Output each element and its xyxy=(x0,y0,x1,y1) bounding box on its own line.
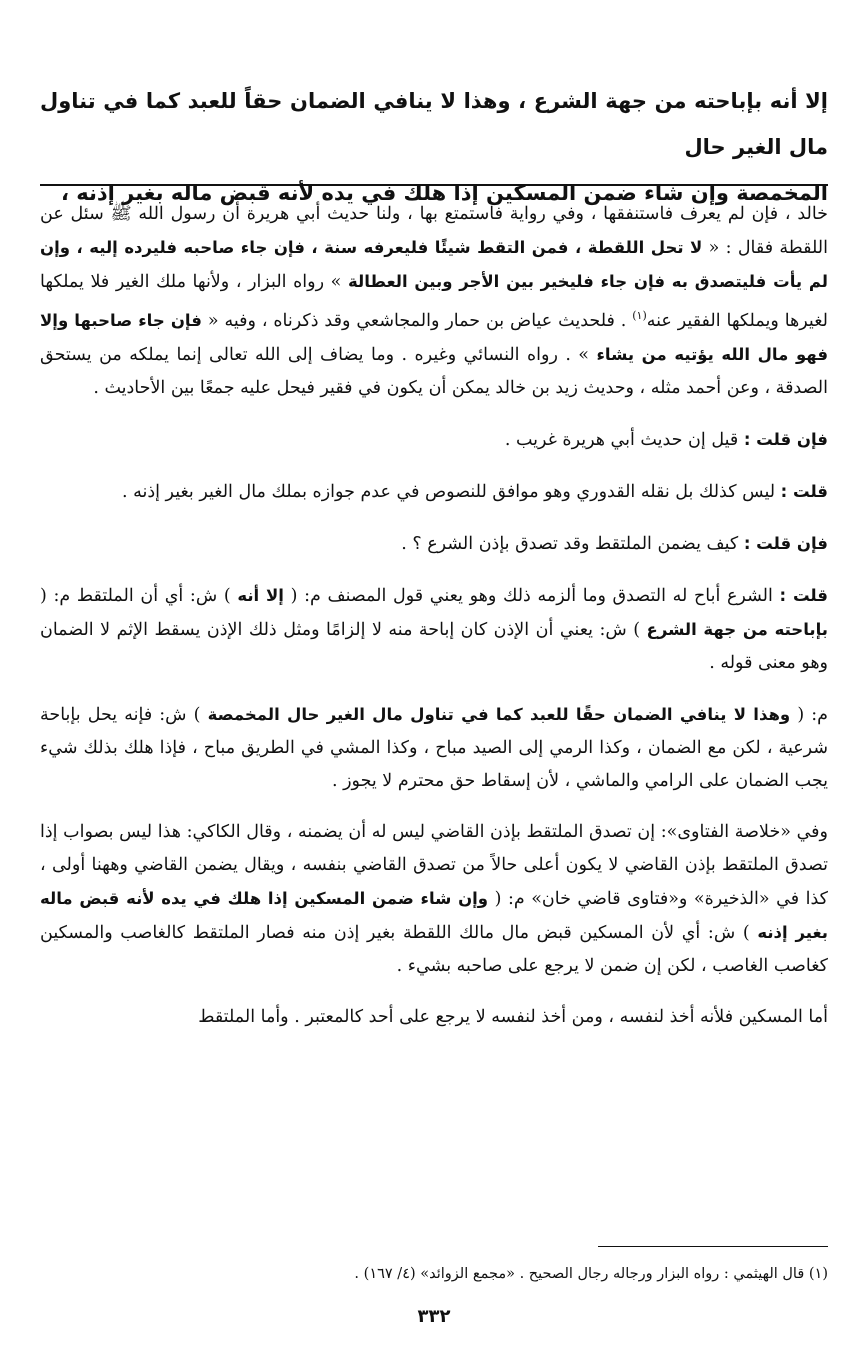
text-run: » . رواه النسائي وغيره . وما يضاف إلى الله تعالى إنما يملكه من يستحق الصدقة ، وعن أحمد مثله ، وحديث زيد بن خالد يمكن أن يكون في فقير فيحل عليه جمعًا بين الأحاديث . xyxy=(40,344,828,398)
text-run: . فلحديث عياض بن حمار والمجاشعي وقد ذكرناه ، وفيه « xyxy=(207,310,627,331)
matn-line-1: إلا أنه بإباحته من جهة الشرع ، وهذا لا ينافي الضمان حقاً للعبد كما في تناول مال الغير حال xyxy=(40,89,828,159)
text-run: الشرع أباح له التصدق وما ألزمه ذلك وهو يعني قول المصنف م: ( xyxy=(290,585,773,606)
text-run: ليس كذلك بل نقله القدوري وهو موافق للنصوص في عدم جوازه بملك مال الغير بغير إذنه . xyxy=(121,481,776,502)
matn-quote: بإباحته من جهة الشرع xyxy=(646,619,828,639)
commentary-text xyxy=(40,198,828,1052)
paragraph xyxy=(40,198,828,405)
text-run: م: ( xyxy=(797,704,828,725)
matn-quote: وهذا لا ينافي الضمان حقًا للعبد كما في تناول مال الغير حال المخمصة xyxy=(207,704,791,724)
question-label: فإن قلت : xyxy=(743,429,828,449)
paragraph xyxy=(40,816,828,983)
paragraph xyxy=(40,475,828,509)
matn-line-2: المخمصة وإن شاء ضمن المسكين إذا هلك في يده لأنه قبض ماله بغير إذنه ، xyxy=(60,181,828,205)
text-run: كيف يضمن الملتقط وقد تصدق بإذن الشرع ؟ . xyxy=(401,533,739,554)
matn-quote: وإن شاء ضمن المسكين إذا هلك في يده لأنه قبض ماله بغير إذنه xyxy=(40,888,828,942)
text-run: وفي «خلاصة الفتاوى»: إن تصدق الملتقط بإذن القاضي ليس له أن يضمنه ، وقال الكاكي: هذا ليس بصواب إذا تصدق الملتقط بإذن القاضي لا يكون أعلى حالاً من تصدق القاضي بنفسه ، ويقال يضمن القاضي وههنا أولى ، كذا في «الذخيرة» و«فتاوى قاضي خان» م: ( xyxy=(40,821,828,909)
paragraph xyxy=(40,527,828,561)
text-run: ) ش: فإنه يحل بإباحة شرعية ، لكن مع الضمان ، وكذا الرمي إلى الصيد مباح ، وكذا المشي في الطريق مباح ، فإذا هلك بذلك شيء يجب الضمان على الرامي والماشي ، لأن إسقاط حق محترم لا يجوز . xyxy=(40,704,828,791)
paragraph xyxy=(40,579,828,680)
page-number: ٣٣٢ xyxy=(417,1306,451,1327)
matn-separator-rule xyxy=(40,184,828,186)
text-run: ) ش: أي لأن المسكين قبض مال مالك اللقطة بغير إذن منه فصار الملتقط كالغاصب والمسكين كغاصب الغاصب ، لكن إن ضمن لا يرجع على صاحبه بشيء . xyxy=(40,922,828,976)
matn-quote: إلا أنه xyxy=(237,585,284,605)
question-label: فإن قلت : xyxy=(743,533,828,553)
answer-label: قلت : xyxy=(780,481,828,501)
text-run: قيل إن حديث أبي هريرة غريب . xyxy=(504,429,739,450)
footnote-marker: (١) xyxy=(632,309,647,322)
text-run: ) ش: أي أن الملتقط م: ( xyxy=(40,585,231,606)
footnote-separator-rule xyxy=(598,1246,828,1247)
text-run: أما المسكين فلأنه أخذ لنفسه ، ومن أخذ لنفسه لا يرجع على أحد كالمعتبر . وأما الملتقط xyxy=(198,1006,828,1027)
hadith-text: فإن جاء صاحبها وإلا فهو مال الله يؤتيه من يشاء xyxy=(40,310,828,364)
matn-text xyxy=(40,78,828,216)
text-run: ) ش: يعني أن الإذن كان إباحة منه لا إلزامًا ومثل ذلك الإذن يسقط الإثم لا الضمان وهو معنى قوله . xyxy=(40,619,828,673)
answer-label: قلت : xyxy=(779,585,828,605)
footnote: (١) قال الهيثمي : رواه البزار ورجاله رجال الصحيح . «مجمع الزوائد» (٤/ ١٦٧) . xyxy=(354,1266,828,1282)
hadith-text: لا تحل اللقطة ، فمن التقط شيئًا فليعرفه سنة ، فإن جاء صاحبه فليرده إليه ، وإن لم يأت فليتصدق به فإن جاء فليخير بين الأجر وبين العطالة xyxy=(40,238,828,291)
paragraph xyxy=(40,1001,828,1034)
text-run: » رواه البزار ، ولأنها ملك الغير فلا يملكها لغيرها ويملكها الفقير عنه xyxy=(40,272,828,331)
paragraph xyxy=(40,698,828,798)
text-run: خالد ، فإن لم يعرف فاستنفقها ، وفي رواية فاستمتع بها ، ولنا حديث أبي هريرة أن رسول الله ﷺ سئل عن اللقطة فقال : « xyxy=(40,204,828,258)
paragraph xyxy=(40,423,828,457)
